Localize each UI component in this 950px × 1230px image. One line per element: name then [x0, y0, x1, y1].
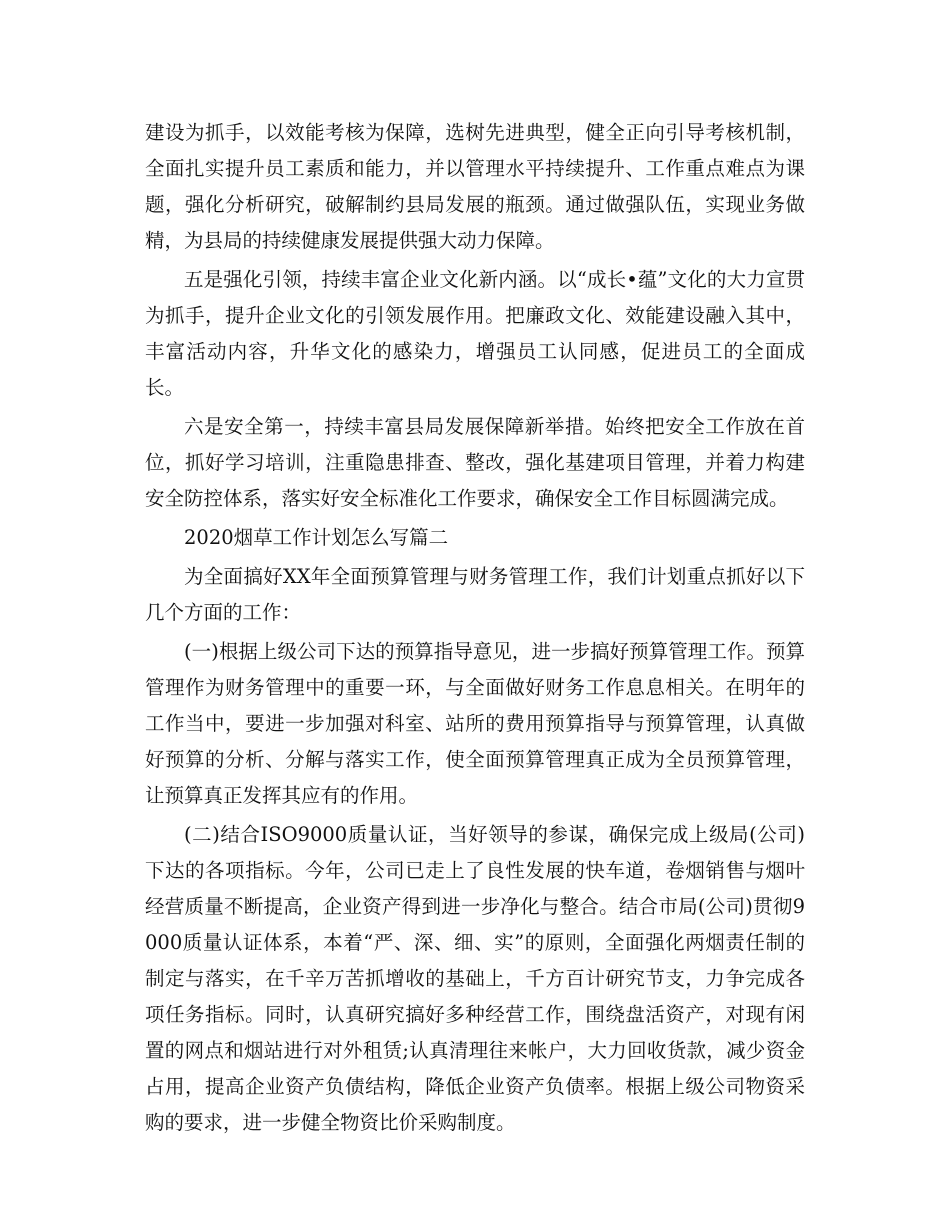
- paragraph-intro: 为全面搞好XX年全面预算管理与财务管理工作，我们计划重点抓好以下几个方面的工作：: [145, 565, 805, 624]
- paragraph-point-six: 六是安全第一，持续丰富县局发展保障新举措。始终把安全工作放在首位，抓好学习培训，注重隐患排查、整改，强化基建项目管理，并着力构建安全防控体系，落实好安全标准化工作要求，确保安全工作目标圆满完成。: [145, 415, 805, 510]
- paragraph-point-five: 五是强化引领，持续丰富企业文化新内涵。以“成长•蕴”文化的大力宣贯为抓手，提升企业文化的引领发展作用。把廉政文化、效能建设融入其中，丰富活动内容，升华文化的感染力，增强员工认同感，促进员工的全面成长。: [145, 268, 805, 399]
- paragraph-continuation: 建设为抓手，以效能考核为保障，选树先进典型，健全正向引导考核机制，全面扎实提升员工素质和能力，并以管理水平持续提升、工作重点难点为课题，强化分析研究，破解制约县局发展的瓶颈。通过做强队伍，实现业务做精，为县局的持续健康发展提供强大动力保障。: [145, 121, 805, 252]
- section-heading: 2020烟草工作计划怎么写篇二: [184, 526, 449, 549]
- paragraph-item-one: (一)根据上级公司下达的预算指导意见，进一步搞好预算管理工作。预算管理作为财务管理中的重要一环，与全面做好财务工作息息相关。在明年的工作当中，要进一步加强对科室、站所的费用预算指导与预算管理，认真做好预算的分析、分解与落实工作，使全面预算管理真正成为全员预算管理，让预算真正发挥其应有的作用。: [145, 640, 805, 807]
- paragraph-item-two: (二)结合ISO9000质量认证，当好领导的参谋，确保完成上级局(公司)下达的各项指标。今年，公司已走上了良性发展的快车道，卷烟销售与烟叶经营质量不断提高，企业资产得到进一步净化与整合。结合市局(公司)贯彻9000质量认证体系，本着“严、深、细、实”的原则，全面强化两烟责任制的制定与落实，在千辛万苦抓增收的基础上，千方百计研究节支，力争完成各项任务指标。同时，认真研究搞好多种经营工作，围绕盘活资产，对现有闲置的网点和烟站进行对外租赁;认真清理往来帐户，大力回收货款，减少资金占用，提高企业资产负债结构，降低企业资产负债率。根据上级公司物资采购的要求，进一步健全物资比价采购制度。: [145, 823, 805, 1134]
